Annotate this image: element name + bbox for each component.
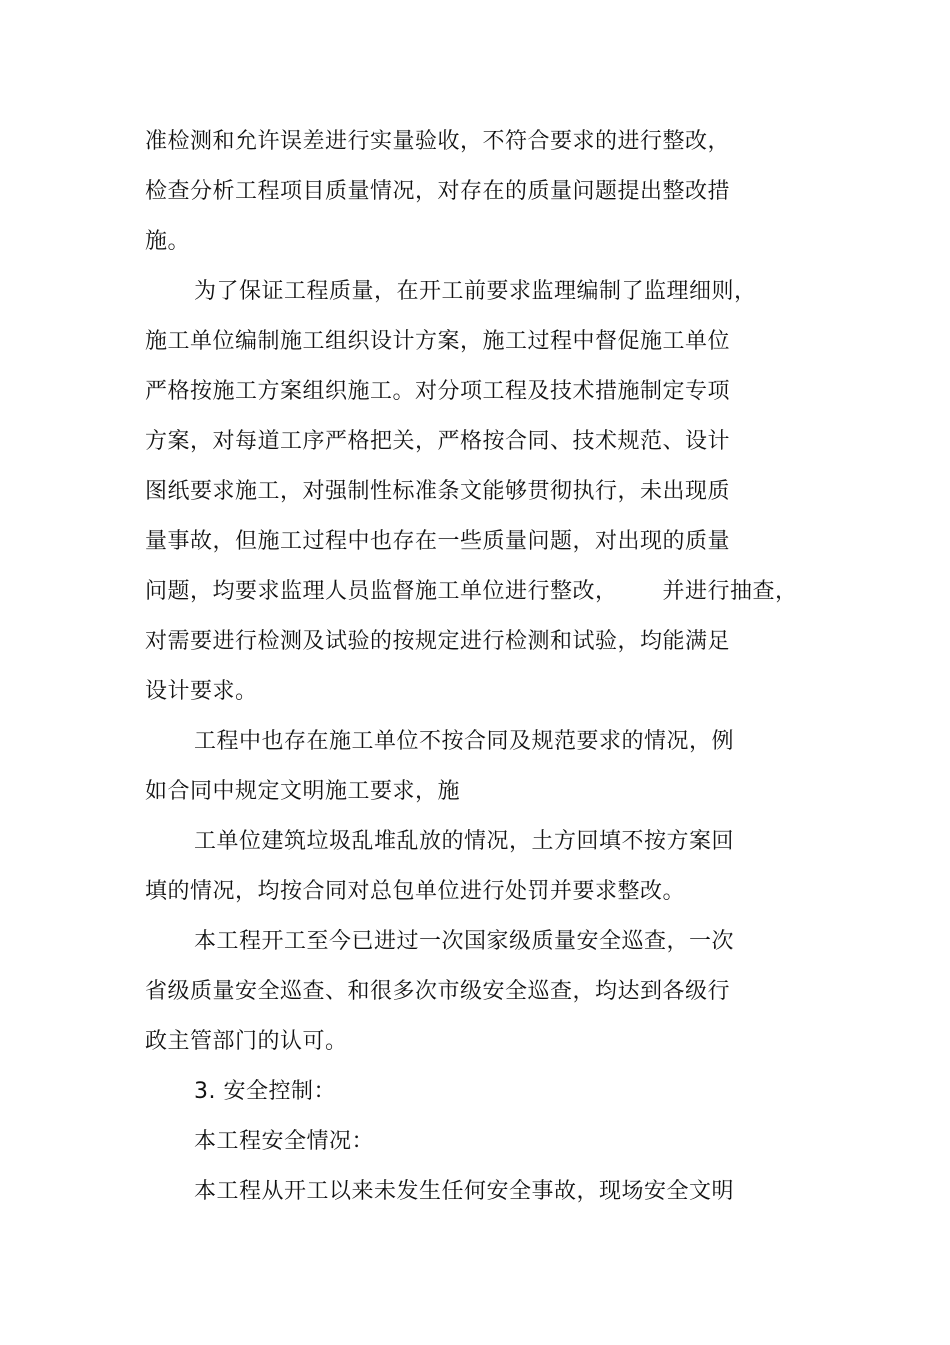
text-line: 设计要求。	[145, 679, 258, 704]
text-line: 如合同中规定文明施工要求，施	[145, 779, 461, 804]
text-line: 图纸要求施工，对强制性标准条文能够贯彻执行，未出现质	[145, 479, 731, 504]
subsection-heading: 本工程安全情况：	[194, 1129, 375, 1154]
paragraph-first-line: 为了保证工程质量，在开工前要求监理编制了监理细则，	[194, 279, 757, 304]
text-line: 检查分析工程项目质量情况，对存在的质量问题提出整改措	[145, 179, 731, 204]
text-line: 准检测和允许误差进行实量验收，不符合要求的进行整改，	[145, 129, 731, 154]
text-line: 填的情况，均按合同对总包单位进行处罚并要求整改。	[145, 879, 686, 904]
section-heading: 3. 安全控制：	[194, 1079, 336, 1104]
text-line: 量事故，但施工过程中也存在一些质量问题，对出现的质量	[145, 529, 731, 554]
paragraph-first-line: 本工程开工至今已进过一次国家级质量安全巡查，一次	[194, 929, 735, 954]
text-line: 省级质量安全巡查、和很多次市级安全巡查，均达到各级行	[145, 979, 731, 1004]
text-line: 政主管部门的认可。	[145, 1029, 348, 1054]
text-line: 施。	[145, 229, 191, 254]
text-line: 问题，均要求监理人员监督施工单位进行整改， 并进行抽查，	[145, 579, 798, 604]
paragraph-first-line: 工程中也存在施工单位不按合同及规范要求的情况，例	[194, 729, 735, 754]
text-line: 施工单位编制施工组织设计方案，施工过程中督促施工单位	[145, 329, 731, 354]
text-line: 方案，对每道工序严格把关，严格按合同、技术规范、设计	[145, 429, 731, 454]
paragraph-first-line: 本工程从开工以来未发生任何安全事故，现场安全文明	[194, 1179, 735, 1204]
text-line: 严格按施工方案组织施工。对分项工程及技术措施制定专项	[145, 379, 731, 404]
paragraph-first-line: 工单位建筑垃圾乱堆乱放的情况，土方回填不按方案回	[194, 829, 735, 854]
text-line: 对需要进行检测及试验的按规定进行检测和试验，均能满足	[145, 629, 731, 654]
